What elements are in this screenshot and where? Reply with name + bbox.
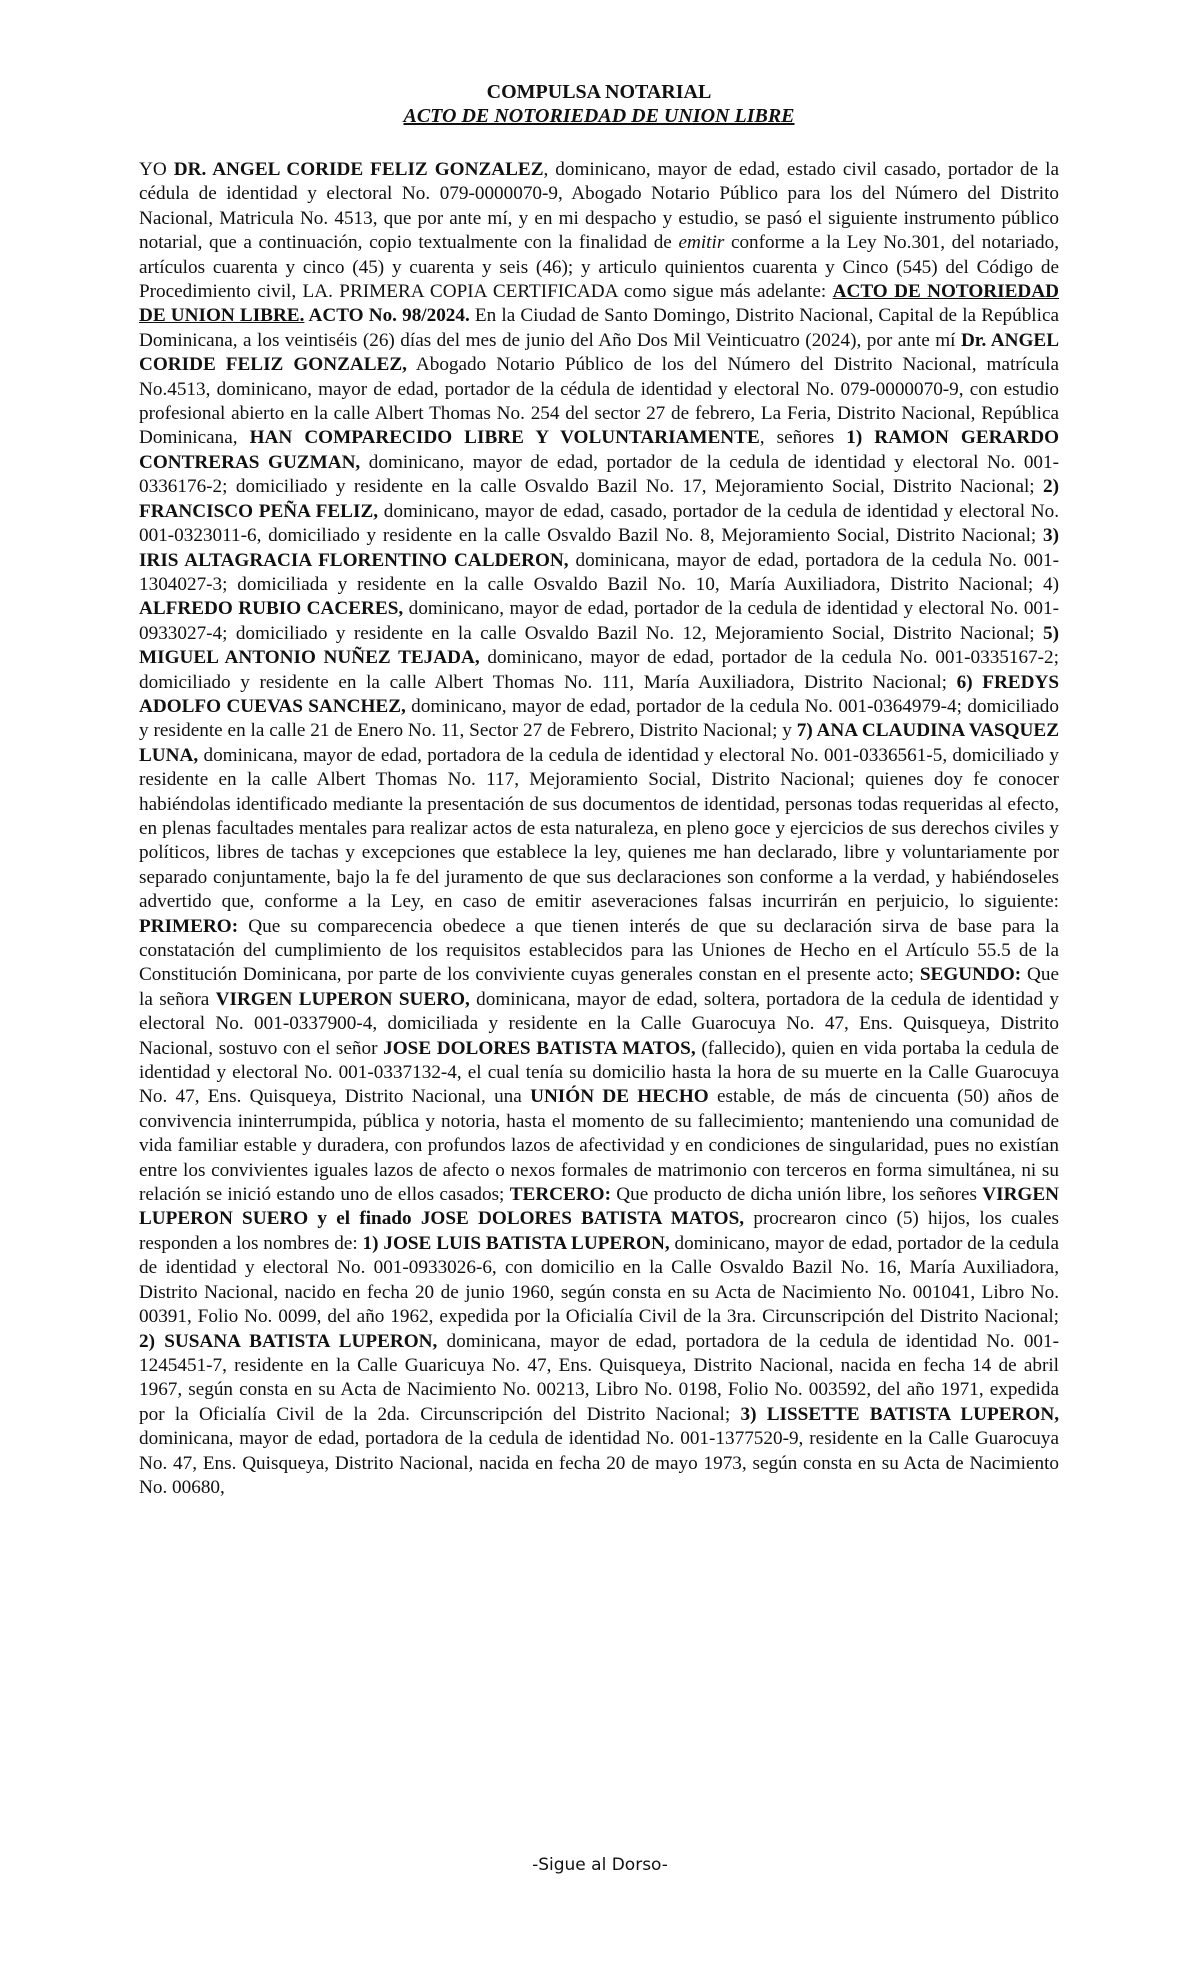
text-run: dominicana, mayor de edad, portadora de la cedula de identidad No. 001-1377520-9, residente en la Calle Guarocuya No. 47, Ens. Quisqueya, Distrito Nacional, nacida en fecha 20 de mayo 1973, según consta en su Acta de Nacimiento No. 00680, [139,1428,1059,1498]
text-run: procrearon cinco (5) hijos, los cuales responden a los nombres de: [139,1208,1059,1254]
text-run: conforme a la Ley No.301, del notariado, artículos cuarenta y cinco (45) y cuarenta y seis (46); y articulo quinientos cuarenta y Cinco (545) del Código de Procedimiento civil, LA. PRIMERA COPIA CERTIFICADA como sigue más adelante: [139,232,1059,303]
section-tercero: TERCERO: [509,1184,611,1206]
italic-word: emitir [678,232,725,254]
continuation-note: -Sigue al Dorso- [532,1855,668,1875]
section-segundo: SEGUNDO: [919,964,1022,986]
act-number: ACTO No. 98/2024. [304,305,470,327]
partner-2: JOSE DOLORES BATISTA MATOS, [383,1037,696,1059]
witness-7: 7) ANA CLAUDINA VASQUEZ LUNA, [139,720,1059,766]
text-run: dominicano, mayor de edad, portador de la cedula No. 001-0364979-4; domiciliado y residente en la calle 21 de Enero No. 11, Sector 27 de Febrero, Distrito Nacional; y [139,695,1059,742]
witness-5: 5) MIGUEL ANTONIO NUÑEZ TEJADA, [139,622,1059,669]
text-run: dominicano, mayor de edad, portador de la cedula No. 001-0335167-2; domiciliado y residente en la calle Albert Thomas No. 111, María Auxiliadora, Distrito Nacional; [139,647,1059,693]
witness-4: ALFREDO RUBIO CACERES, [139,598,404,620]
text-run: Que producto de dicha unión libre, los señores [611,1184,983,1206]
appearance-heading: HAN COMPARECIDO LIBRE Y VOLUNTARIAMENTE [249,427,760,449]
partner-1: VIRGEN LUPERON SUERO, [215,988,470,1010]
text-run: dominicana, mayor de edad, soltera, portadora de la cedula de identidad y electoral No. 001-0337900-4, domiciliada y residente en la Calle Guarocuya No. 47, Ens. Quisqueya, Distrito Nacional, sostuvo con el señor [139,988,1059,1059]
notary-name: DR. ANGEL CORIDE FELIZ GONZALEZ [173,159,544,180]
notary-name-2: Dr. ANGEL CORIDE FELIZ GONZALEZ, [139,329,1059,376]
child-3: 3) LISSETTE BATISTA LUPERON, [740,1403,1059,1425]
act-title-inline: ACTO DE NOTORIEDAD DE UNION LIBRE. [139,281,1059,327]
witness-3: 3) IRIS ALTAGRACIA FLORENTINO CALDERON, [139,525,1059,571]
text-run: dominicano, mayor de edad, casado, portador de la cedula de identidad y electoral No. 001-0323011-6, domiciliado y residente en la calle Osvaldo Bazil No. 8, Mejoramiento Social, Distrito Nacional; [139,500,1059,547]
text-run: dominicano, mayor de edad, portador de la cedula de identidad y electoral No. 001-0933026-6, con domicilio en la Calle Osvaldo Bazil No. 16, María Auxiliadora, Distrito Nacional, nacido en fecha 20 de junio 1960, según consta en su Acta de Nacimiento No. 001041, Libro No. 00391, Folio No. 0099, del año 1962, expedida por la Oficialía Civil de la 3ra. Circunscripción del Distrito Nacional; [139,1232,1059,1328]
text-run: YO [139,159,174,180]
text-run: dominicano, mayor de edad, portador de la cedula de identidad y electoral No. 001-0933027-4; domiciliado y residente en la calle Osvaldo Bazil No. 12, Mejoramiento Social, Distrito Nacional; [139,598,1059,644]
document-page [139,80,1059,1500]
union-type: UNIÓN DE HECHO [530,1086,709,1108]
document-title: COMPULSA NOTARIAL [486,81,712,103]
text-run: dominicana, mayor de edad, portadora de la cedula No. 001-1304027-3; domiciliada y residente en la calle Osvaldo Bazil No. 10, María Auxiliadora, Distrito Nacional; 4) [139,549,1059,595]
document-subtitle: ACTO DE NOTORIEDAD DE UNION LIBRE [403,105,795,127]
text-run: , dominicano, mayor de edad, estado civil casado, portador de la cédula de identidad y electoral No. 079-0000070-9, Abogado Notario Público para los del Número del Distrito Nacional, Matricula No. 4513, que por ante mí, y en mi despacho y estudio, se pasó el siguiente instrumento público notarial, que a continuación, copio textualmente con la finalidad de [139,159,1059,254]
text-run: , señores [759,427,847,449]
witness-6: 6) FREDYS ADOLFO CUEVAS SANCHEZ, [139,671,1059,717]
text-run: dominicano, mayor de edad, portador de la cedula de identidad y electoral No. 001-0336176-2; domiciliado y residente en la calle Osvaldo Bazil No. 17, Mejoramiento Social, Distrito Nacional; [139,451,1059,498]
text-run: (fallecido), quien en vida portaba la cedula de identidad y electoral No. 001-0337132-4, el cual tenía su domicilio hasta la hora de su muerte en la Calle Guarocuya No. 47, Ens. Quisqueya, Distrito Nacional, una [139,1037,1059,1108]
child-1: 1) JOSE LUIS BATISTA LUPERON, [362,1232,670,1254]
text-run: Abogado Notario Público de los del Número del Distrito Nacional, matrícula No.4513, dominicano, mayor de edad, portador de la cédula de identidad y electoral No. 079-0000070-9, con estudio profesional abierto en la calle Albert Thomas No. 254 del sector 27 de febrero, La Feria, Distrito Nacional, República Dominicana, [139,354,1059,449]
text-run: dominicana, mayor de edad, portadora de la cedula de identidad y electoral No. 001-0336561-5, domiciliado y residente en la calle Albert Thomas No. 117, Mejoramiento Social, Distrito Nacional; quienes doy fe conocer habiéndolas identificado mediante la presentación de sus documentos de identidad, personas todas requeridas al efecto, en plenas facultades mentales para realizar actos de esta naturaleza, en pleno goce y ejercicios de sus derechos civiles y políticos, libres de tachas y excepciones que establece la ley, quienes me han declarado, libre y voluntariamente por separado conjuntamente, bajo la fe del juramento de que sus declaraciones son conforme a la verdad, y habiéndoseles advertido que, conforme a la Ley, en caso de emitir aseveraciones falsas incurrirán en perjuicio, lo siguiente: [139,744,1059,913]
parents-names: VIRGEN LUPERON SUERO y el finado JOSE DOLORES BATISTA MATOS, [139,1184,1060,1230]
document-body [139,158,1059,1500]
text-run: Que la señora [139,964,1059,1010]
witness-2: 2) FRANCISCO PEÑA FELIZ, [139,476,1059,522]
text-run: dominicana, mayor de edad, portadora de la cedula de identidad No. 001-1245451-7, residente en la Calle Guaricuya No. 47, Ens. Quisqueya, Distrito Nacional, nacida en fecha 14 de abril 1967, según consta en su Acta de Nacimiento No. 00213, Libro No. 0198, Folio No. 003592, del año 1971, expedida por la Oficialía Civil de la 2da. Circunscripción del Distrito Nacional; [139,1330,1059,1425]
section-primero: PRIMERO: [139,915,239,937]
text-run: Que su comparecencia obedece a que tienen interés de que su declaración sirva de base para la constatación del cumplimiento de los requisitos establecidos para las Uniones de Hecho en el Artículo 55.5 de la Constitución Dominicana, por parte de los conviviente cuyas generales constan en el presente acto; [139,915,1059,986]
text-run: En la Ciudad de Santo Domingo, Distrito Nacional, Capital de la República Dominicana, a los veintiséis (26) días del mes de junio del Año Dos Mil Veinticuatro (2024), por ante mí [139,305,1059,351]
text-run: estable, de más de cincuenta (50) años de convivencia ininterrumpida, pública y notoria, hasta el momento de su fallecimiento; manteniendo una comunidad de vida familiar estable y duradera, con profundos lazos de afectividad y en condiciones de singularidad, pues no existían entre los convivientes iguales lazos de afecto o nexos formales de matrimonio con terceros en forma simultánea, ni su relación se inició estando uno de ellos casados; [139,1086,1060,1206]
witness-1: 1) RAMON GERARDO CONTRERAS GUZMAN, [139,427,1059,473]
child-2: 2) SUSANA BATISTA LUPERON, [139,1330,438,1352]
